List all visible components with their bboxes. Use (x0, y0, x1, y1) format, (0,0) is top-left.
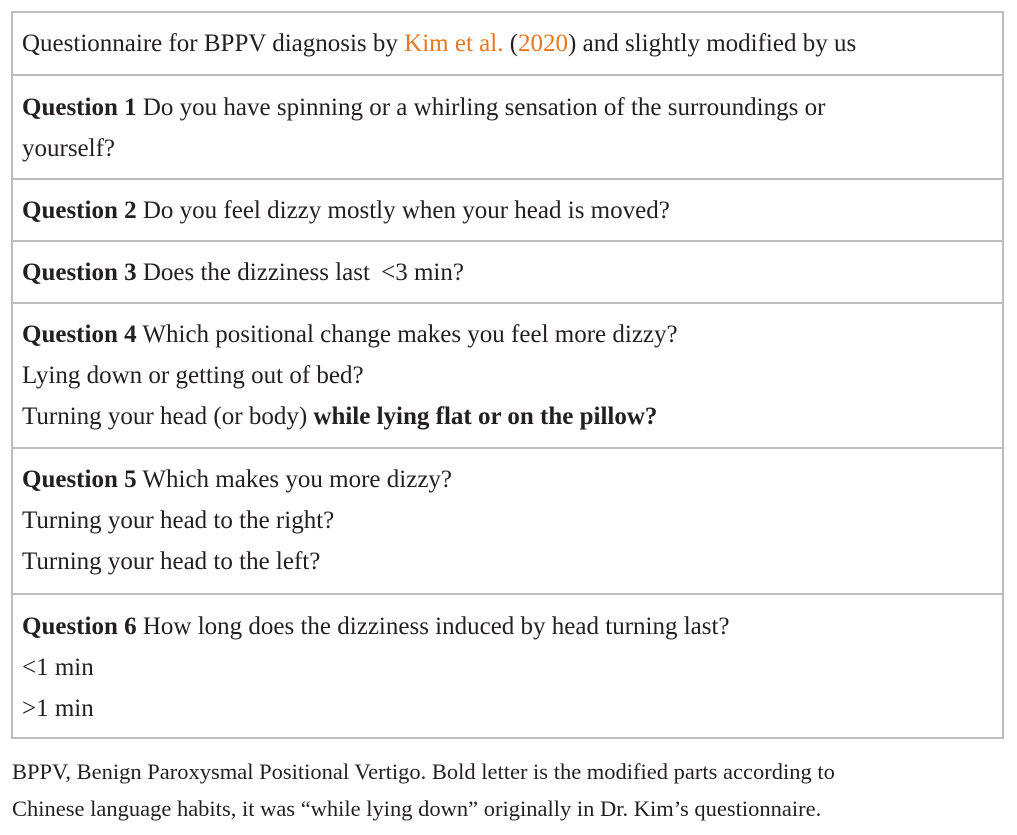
questionnaire-table (11, 11, 1004, 739)
question-5-row (13, 449, 1002, 595)
caption-line-2: Chinese language habits, it was “while lying down” originally in Dr. Kim’s questionnaire. (12, 796, 822, 821)
question-5-label: Question 5 (22, 466, 137, 493)
question-6-text: How long does the dizziness induced by head turning last? (136, 613, 730, 640)
question-2-text: Do you feel dizzy mostly when your head is moved? (136, 197, 670, 224)
header-suffix: ) and slightly modified by us (568, 30, 857, 57)
question-6-option-1: <1 min (22, 654, 94, 681)
question-4-text: Which positional change makes you feel more dizzy? (136, 321, 678, 348)
question-6-row (13, 595, 1002, 737)
question-5-option-1: Turning your head to the right? (22, 507, 335, 534)
header-prefix: Questionnaire for BPPV diagnosis by (22, 30, 405, 57)
question-3-row (13, 242, 1002, 304)
table-header-row (13, 13, 1002, 76)
question-4-label: Question 4 (22, 321, 137, 348)
question-4-option-1: Lying down or getting out of bed? (22, 362, 364, 389)
question-1-row (13, 76, 1002, 180)
question-6-option-2: >1 min (22, 695, 94, 722)
question-1-label: Question 1 (22, 94, 137, 121)
question-3-label: Question 3 (22, 259, 137, 286)
question-5-option-2: Turning your head to the left? (22, 548, 321, 575)
question-5-text: Which makes you more dizzy? (136, 466, 453, 493)
question-4-option-2-modified: while lying flat or on the pillow? (313, 403, 658, 430)
table-header-text (22, 23, 1002, 64)
reference-year-link[interactable]: 2020 (518, 30, 569, 57)
caption-line-1: BPPV, Benign Paroxysmal Positional Vertigo. Bold letter is the modified parts according to (12, 759, 835, 784)
header-paren-open: ( (503, 30, 519, 57)
question-1-text-cont: yourself? (22, 135, 116, 162)
question-2-row (13, 180, 1002, 242)
table-caption (12, 753, 1007, 827)
question-4-option-2 (22, 396, 1002, 437)
question-1-text: Do you have spinning or a whirling sensation of the surroundings or (136, 94, 826, 121)
question-4-row (13, 304, 1002, 449)
question-2-label: Question 2 (22, 197, 137, 224)
question-6-label: Question 6 (22, 613, 137, 640)
question-3-text: Does the dizziness last <3 min? (136, 259, 464, 286)
reference-author-link[interactable]: Kim et al. (404, 30, 504, 57)
question-4-option-2-plain: Turning your head (or body) (22, 403, 314, 430)
